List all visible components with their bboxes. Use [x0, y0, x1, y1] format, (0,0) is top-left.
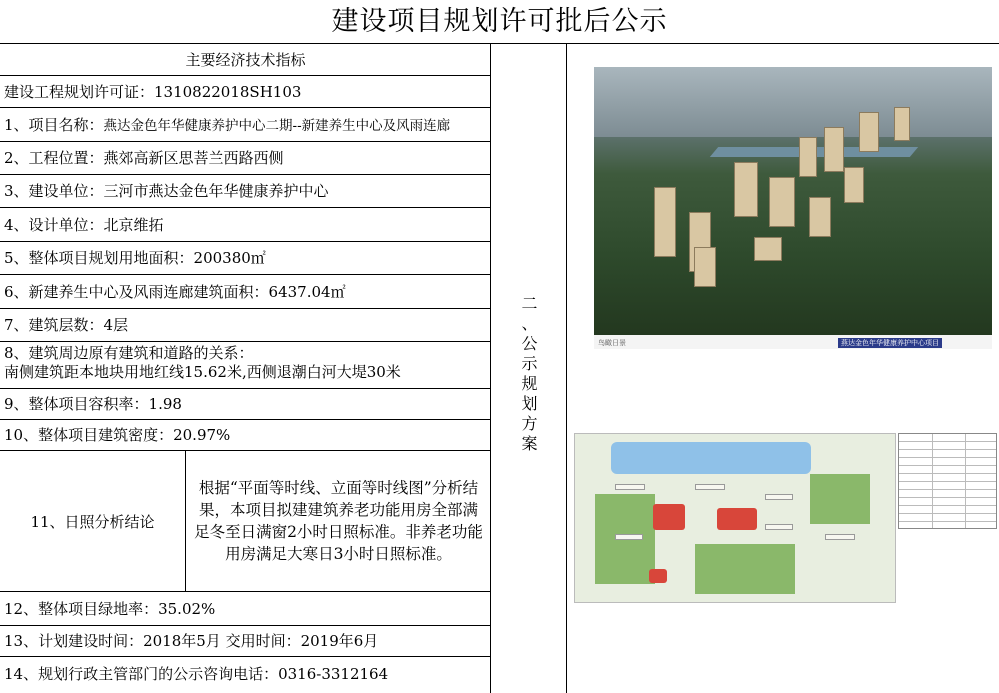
side-label [492, 294, 567, 454]
site-plan-building [765, 494, 793, 500]
table-row [0, 108, 491, 142]
site-plan [574, 433, 896, 603]
row-label: 3、建设单位： [4, 182, 104, 200]
row-value: 4层 [103, 316, 129, 334]
table-row [0, 275, 491, 309]
aerial-sky [594, 67, 992, 137]
row-value: 三河市燕达金色年华健康养护中心 [103, 182, 329, 200]
table-header: 主要经济技术指标 [0, 44, 491, 76]
row-label: 1、项目名称： [4, 116, 104, 134]
row-label: 6、新建养生中心及风雨连廊建筑面积： [4, 283, 269, 301]
table-row [0, 389, 491, 420]
aerial-building [844, 167, 864, 203]
table-row [0, 626, 491, 657]
sunlight-row [0, 451, 491, 592]
table-row [0, 592, 491, 626]
sunlight-conclusion: 根据“平面等时线、立面等时线图”分析结果，本项目拟建建筑养老功能用房全部满足冬至日满窗2小时日照标准。非养老功能用房满足大寒日3小时日照标准。 [194, 479, 483, 563]
row-value: 0316-3312164 [278, 665, 389, 683]
side-label-char: 示 [521, 354, 538, 373]
site-plan-building [615, 534, 643, 540]
site-plan-new-building [717, 508, 757, 530]
aerial-caption-left: 鸟瞰日景 [598, 339, 626, 347]
row-label: 13、计划建设时间： [4, 632, 144, 650]
aerial-building [734, 162, 758, 217]
row-label: 4、设计单位： [4, 216, 104, 234]
side-label-char: 公 [521, 334, 538, 353]
table-row [0, 657, 491, 693]
aerial-building [769, 177, 795, 227]
side-label-column [492, 44, 567, 693]
table-row [0, 420, 491, 451]
row-value: 6437.04㎡ [268, 283, 346, 301]
side-label-char: 案 [521, 434, 538, 453]
row-label: 10、整体项目建筑密度： [4, 426, 174, 444]
site-plan-building [695, 484, 725, 490]
row-label: 14、规划行政主管部门的公示咨询电话： [4, 665, 279, 683]
permit-row: 建设工程规划许可证：1310822018SH103 [0, 76, 491, 108]
table-row [0, 242, 491, 275]
row-label: 9、整体项目容积率： [4, 395, 149, 413]
row-label: 8、建筑周边原有建筑和道路的关系： [4, 344, 254, 362]
site-plan-green [810, 474, 870, 524]
site-plan-lake [611, 442, 811, 474]
row-value: 35.02% [158, 600, 216, 618]
table-row [0, 309, 491, 342]
row-value: 1.98 [148, 395, 182, 413]
site-plan-new-building [649, 569, 667, 583]
site-plan-building [765, 524, 793, 530]
row-label: 2、工程位置： [4, 149, 104, 167]
plan-images [568, 44, 999, 693]
aerial-building [754, 237, 782, 261]
table-row [0, 142, 491, 175]
aerial-caption-bar [594, 335, 992, 349]
table-row [0, 175, 491, 208]
aerial-building [894, 107, 910, 141]
row-label: 12、整体项目绿地率： [4, 600, 159, 618]
sunlight-label: 11、日照分析结论 [0, 451, 186, 591]
side-label-char: 规 [521, 374, 538, 393]
row-value: 20.97% [173, 426, 231, 444]
side-label-char: 、 [521, 314, 538, 333]
aerial-rendering [594, 67, 992, 335]
row-value: 北京维拓 [103, 216, 164, 234]
aerial-building [799, 137, 817, 177]
side-label-char: 方 [521, 414, 538, 433]
aerial-building [694, 247, 716, 287]
aerial-building [824, 127, 844, 172]
side-label-char: 二 [521, 294, 538, 313]
site-plan-new-building [653, 504, 685, 530]
row-value: 燕郊高新区思菩兰西路西侧 [103, 149, 284, 167]
site-plan-building [615, 484, 645, 490]
row-label: 5、整体项目规划用地面积： [4, 249, 194, 267]
row-value: 2018年5月 交用时间：2019年6月 [143, 632, 379, 650]
aerial-building [654, 187, 676, 257]
site-plan-building [825, 534, 855, 540]
aerial-caption-right: 燕达金色年华健康养护中心项目 [838, 338, 942, 348]
indicator-table [0, 44, 491, 693]
site-plan-green [695, 544, 795, 594]
surroundings-row [0, 342, 491, 389]
row-label: 7、建筑层数： [4, 316, 104, 334]
row-value: 南侧建筑距本地块用地红线15.62米,西侧退潮白河大堤30米 [4, 363, 401, 381]
table-row [0, 208, 491, 242]
side-label-char: 划 [521, 394, 538, 413]
aerial-building [809, 197, 831, 237]
page-title: 建设项目规划许可批后公示 [0, 0, 999, 44]
site-plan-index-table [898, 433, 997, 529]
row-value: 200380㎡ [193, 249, 266, 267]
row-value: 燕达金色年华健康养护中心二期--新建养生中心及风雨连廊 [103, 118, 451, 134]
aerial-building [859, 112, 879, 152]
